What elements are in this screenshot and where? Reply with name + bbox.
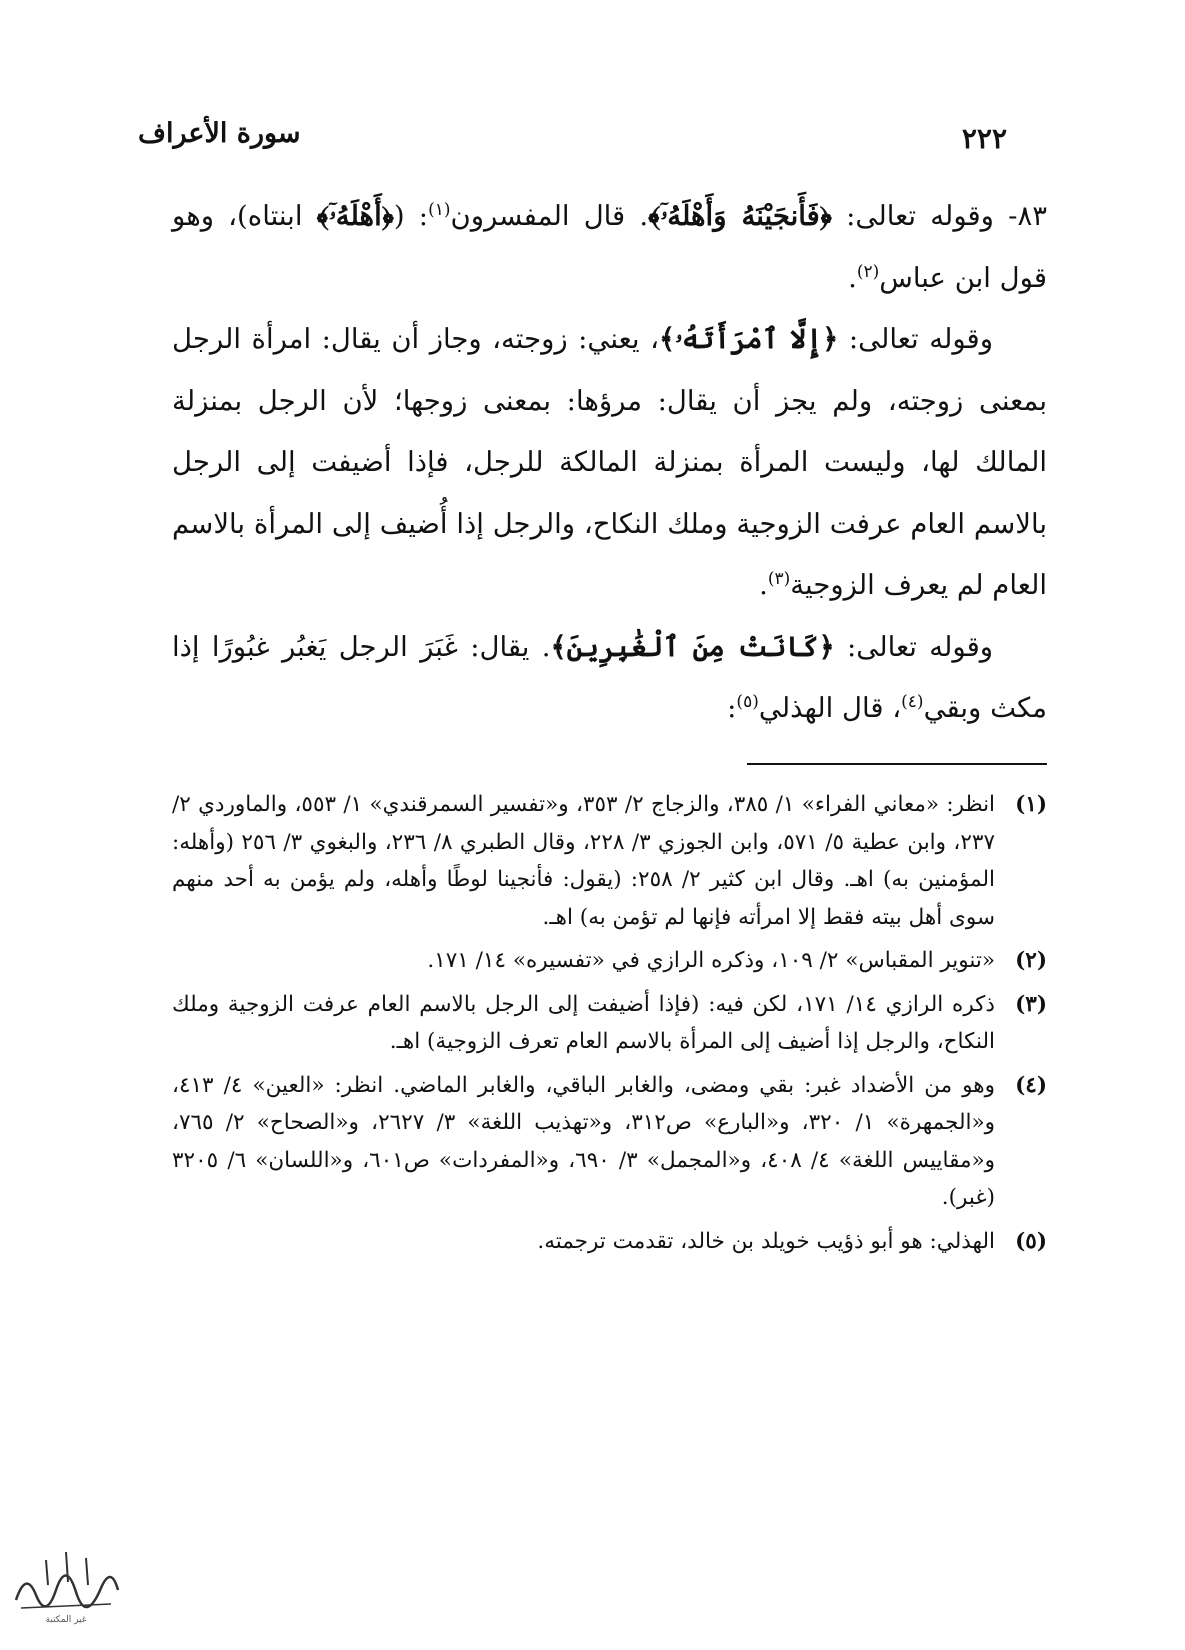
main-text [172, 186, 1047, 740]
footnote-text: وهو من الأضداد غبر: بقي ومضى، والغابر الباقي، والغابر الماضي. انظر: «العين» ٤/ ٤١٣، و«الجمهرة» ١/ ٣٢٠، و«البارع» ص٣١٢، و«تهذيب اللغة» ٣/ ٢٦٢٧، و«الصحاح» ٢/ ٧٦٥، و«مقاييس اللغة» ٤/ ٤٠٨، و«المجمل» ٣/ ٦٩٠، و«المفردات» ص٦٠١، و«اللسان» ٦/ ٣٢٠٥ (غبر). [172, 1072, 996, 1210]
footnote-text: ذكره الرازي ١٤/ ١٧١، لكن فيه: (فإذا أضيفت إلى الرجل بالاسم العام عرفت الزوجية وملك النكاح، والرجل إذا أضيف إلى المرأة بالاسم العام تعرف الزوجية) اهـ. [172, 991, 995, 1054]
footnote-3 [172, 986, 1047, 1061]
paragraph-verse-83: ٨٣- وقوله تعالى: ﴿فَأَنجَيْنَهُ وَأَهْلَهُۥٓ﴾. قال المفسرون$^{(١)}$: (﴿أَهْلَهُۥٓ﴾ ابنتاه)، وهو قول ابن عباس$^{(٢)}$. [172, 199, 1047, 294]
footnote-separator [747, 763, 1047, 765]
quran-quote: ﴿إِلَّا ٱمْرَأَتَهُۥ﴾ [658, 323, 839, 355]
page-header [138, 118, 1007, 162]
paragraph-wife: وقوله تعالى: ﴿إِلَّا ٱمْرَأَتَهُۥ﴾، يعني: زوجته، وجاز أن يقال: امرأة الرجل بمعنى زوجته، ولم يجز أن يقال: مرؤها: بمعنى زوجها؛ لأن الرجل بمنزلة المالك لها، وليست المرأة بمنزلة المالكة للرجل، فإذا أضيفت إلى الرجل بالاسم العام عرفت الزوجية وملك النكاح، والرجل إذا أُضيف إلى المرأة بالاسم العام لم يعرف الزوجية$^{(٣)}$. [172, 323, 1047, 601]
verse-number: ٨٣- [993, 200, 1047, 232]
footnote-text: «تنوير المقباس» ٢/ ١٠٩، وذكره الرازي في «تفسيره» ١٤/ ١٧١. [427, 948, 995, 973]
page-number: ٢٢٢ [961, 122, 1007, 155]
quran-quote: ﴿فَأَنجَيْنَهُ وَأَهْلَهُۥٓ﴾ [648, 200, 832, 232]
footnote-ref[interactable]: (٣) [767, 568, 791, 589]
footnote-text: الهذلي: هو أبو ذؤيب خويلد بن خالد، تقدمت ترجمته. [537, 1228, 995, 1254]
footnote-2 [172, 942, 1047, 980]
footnote-number: (٣) [1015, 991, 1047, 1017]
footnote-ref[interactable]: (٥) [736, 691, 759, 712]
paragraph-ghabirin: وقوله تعالى: ﴿كَانَتْ مِنَ ٱلْغَٰبِرِينَ﴾. يقال: غَبَرَ الرجل يَغبُر غبُورًا إذا مكث وبقي$^{(٤)}$، قال الهذلي$^{(٥)}$: [172, 630, 1047, 724]
footnote-5 [172, 1223, 1047, 1261]
surah-title: سورة الأعراف [138, 118, 301, 149]
quran-quote: ﴿أَهْلَهُۥٓ﴾ [316, 200, 394, 232]
publisher-logo [6, 1530, 126, 1630]
footnote-1 [172, 786, 1047, 936]
footnote-4 [172, 1067, 1047, 1217]
footnote-number: (٤) [1015, 1072, 1047, 1098]
footnote-number: (٢) [1015, 948, 1047, 973]
footnote-number: (٥) [1015, 1228, 1047, 1254]
quran-quote: ﴿كَانَتْ مِنَ ٱلْغَٰبِرِينَ﴾ [550, 630, 835, 663]
footnote-text: انظر: «معاني الفراء» ١/ ٣٨٥، والزجاج ٢/ ٣٥٣، و«تفسير السمرقندي» ١/ ٥٥٣، والماوردي ٢/ ٢٣٧، وابن عطية ٥/ ٥٧١، وابن الجوزي ٣/ ٢٢٨، وقال الطبري ٨/ ٢٣٦، والبغوي ٣/ ٢٥٦ (وأهله: المؤمنين به) اهـ. وقال ابن كثير ٢/ ٢٥٨: (يقول: فأنجينا لوطًا وأهله، ولم يؤمن به أحد منهم سوى أهل بيته فقط إلا امرأته فإنها لم تؤمن به) اهـ. [172, 792, 996, 930]
footnote-ref[interactable]: (١) [428, 199, 451, 220]
footnote-ref[interactable]: (٢) [856, 261, 880, 282]
footnotes [172, 786, 1047, 1266]
footnote-number: (١) [1015, 792, 1047, 817]
logo-subtext: غير المكتبة [45, 1615, 87, 1625]
footnote-ref[interactable]: (٤) [901, 691, 924, 712]
